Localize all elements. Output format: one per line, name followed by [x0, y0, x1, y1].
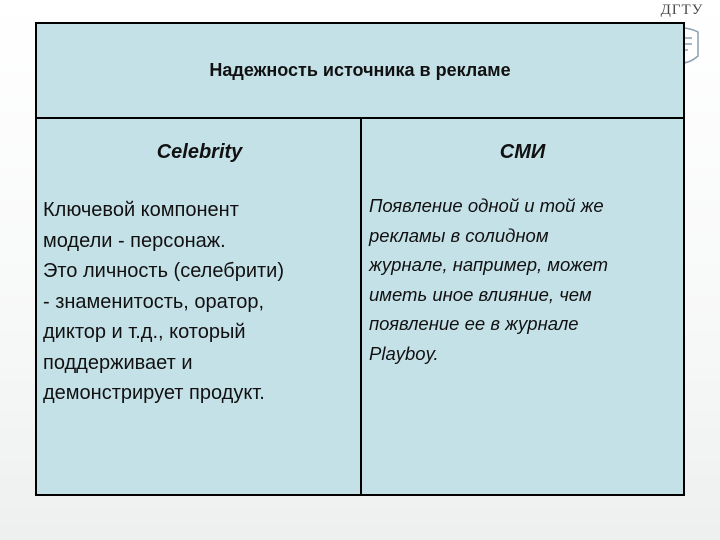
media-text-line: Playboy. — [369, 342, 439, 364]
header-cell-media — [362, 119, 683, 185]
body-cell-celebrity — [37, 185, 362, 494]
comparison-table — [35, 22, 685, 496]
celebrity-text-line: - знаменитость, оратор, — [43, 290, 265, 313]
media-text-line: Появление одной и той же — [369, 195, 604, 216]
celebrity-text-line: диктор и т.д., который — [43, 321, 246, 343]
media-text-line: иметь иное влияние, чем — [369, 283, 592, 305]
column-divider — [360, 119, 362, 494]
column-header-media: СМИ — [499, 140, 546, 163]
celebrity-text-line: демонстрирует продукт. — [43, 382, 265, 404]
celebrity-text-line: Ключевой компонент — [43, 199, 239, 221]
celebrity-text-line: модели - персонаж. — [43, 229, 226, 252]
celebrity-text-line: Это личность (селебрити) — [43, 260, 284, 282]
body-cell-media — [362, 185, 683, 494]
celebrity-text-line: поддерживает и — [43, 351, 193, 374]
table-title-row — [37, 24, 683, 119]
media-text-line: рекламы в солидном — [369, 224, 549, 246]
header-cell-celebrity — [37, 119, 362, 185]
logo-text: ДГТУ — [660, 2, 704, 18]
media-text-line: журнале, например, может — [369, 254, 609, 275]
media-text-line: появление ее в журнале — [369, 313, 579, 334]
column-header-celebrity: Celebrity — [156, 140, 243, 163]
table-title: Надежность источника в рекламе — [209, 60, 511, 80]
